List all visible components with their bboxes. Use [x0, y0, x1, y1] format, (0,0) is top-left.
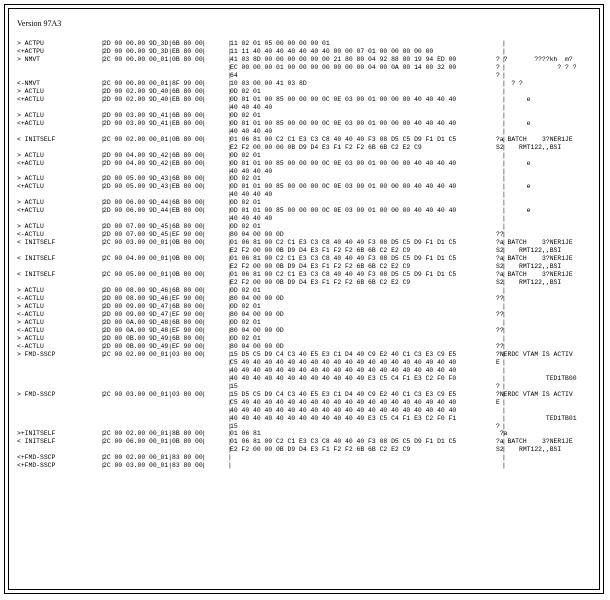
trace-row [17, 263, 601, 271]
ru-bytes: | E2 F2 00 00 00 0B D9 D4 E3 F1 F2 F2 6B 6B C2 E2 C9 | [230, 144, 422, 152]
header-bytes: | 2D 00 0B.00 9D_49|6B 80 00 | [103, 335, 203, 343]
header-bytes: | 2C 00 03.00 00_01|03 80 00 | [103, 391, 203, 399]
header-bytes: | 2D 00 05.00 9D_43|EB 80 00 | [103, 183, 203, 191]
header-bytes: | 2C 00 03.00 00_01|83 80 00 | [103, 462, 203, 470]
trace-row [17, 215, 601, 223]
trace-row [17, 311, 601, 319]
trace-row [17, 415, 601, 423]
ru-bytes: | 0D 01 01 00 85 00 00 00 0C 0E 03 00 01 00 00 00 40 40 40 40 | [230, 96, 456, 104]
header-bytes: | 2D 00 0A.00 9D_48|6B 80 00 | [103, 319, 203, 327]
ru-bytes: | 0D 02 01 | [230, 112, 261, 120]
ru-bytes: | 80 04 00 00 0D | [230, 327, 284, 335]
header-bytes: | 2D 00 08.00 9D_46|EF 90 00 | [103, 295, 203, 303]
header-bytes: | 2D 00 07.00 9D_45|6B 80 00 | [103, 223, 203, 231]
ebcdic-text: ?? [496, 342, 504, 350]
trace-listing [17, 40, 601, 470]
event-name: <+ACTLU [17, 119, 44, 127]
ru-bytes: | 40 40 40 40 | [230, 168, 272, 176]
version-label: Version 97A3 [17, 19, 62, 28]
event-name: > FMD-SSCP [17, 390, 56, 398]
header-bytes: | 2C 00 04.00 00_01|0B 80 00 | [103, 255, 203, 263]
trace-row [17, 247, 601, 255]
ru-bytes: | E2 F2 00 00 0B D9 D4 E3 F1 F2 F2 6B 6B C2 E2 C9 | [230, 446, 410, 454]
ebcdic-text: S2 RMT122,,BSI [496, 279, 562, 287]
event-name: > ACTLU [17, 151, 44, 159]
header-bytes: | 2C 00 02.00 00_01|83 80 00 | [103, 454, 203, 462]
header-bytes: | 2C 00 02.00 00_01|8B 80 00 | [103, 430, 203, 438]
ru-bytes: | 40 40 40 40 | [230, 215, 272, 223]
trace-row [17, 462, 601, 470]
ru-bytes: | 15 D5 C5 D9 C4 C3 40 E5 E3 C1 D4 40 C9 E2 40 C1 C3 E3 C9 E5 | [230, 391, 456, 399]
event-name: >+INITSELF [17, 430, 56, 438]
event-name: > ACTLU [17, 175, 44, 183]
header-bytes: | 2D 00 08.00 9D_46|6B 80 00 | [103, 287, 203, 295]
trace-row [17, 64, 601, 72]
event-name: > ACTLU [17, 111, 44, 119]
trace-row [17, 207, 601, 215]
trace-row [17, 120, 601, 128]
ebcdic-text: S2 RMT122,,BSI [496, 446, 562, 454]
trace-row [17, 375, 601, 383]
trace-row [17, 199, 601, 207]
ru-bytes: | C5 40 40 40 40 40 40 40 40 40 40 40 40 40 40 40 40 40 40 40 | [230, 399, 456, 407]
event-name: <+ACTLU [17, 159, 44, 167]
ru-bytes: | 40 40 40 40 40 40 40 40 40 40 40 40 40 40 40 40 40 40 40 40 | [230, 367, 456, 375]
event-name: > ACTPU [17, 40, 44, 47]
ru-bytes: | 0D 02 01 | [230, 152, 261, 160]
header-bytes: | 2C 00 05.00 00_01|0B 80 00 | [103, 271, 203, 279]
ebcdic-text: ? ? ? ? [496, 63, 577, 71]
ru-bytes: | 11 11 40 40 40 40 40 40 40 00 00 07 01 00 00 00 00 00 | [230, 48, 433, 56]
ru-bytes: | 0D 02 01 | [230, 287, 261, 295]
ebcdic-text: ?? [496, 231, 504, 239]
ru-bytes: | 01 06 81 00 C2 C1 E3 C3 C8 40 40 40 F3 08 D5 C5 D9 F1 D1 C5 | [230, 255, 456, 263]
ebcdic-text: ?a BATCH 3?NER1JE [496, 271, 573, 279]
ebcdic-text: S2 RMT122,,BSI [496, 143, 562, 151]
ru-bytes: | 0D 02 01 | [230, 88, 261, 96]
header-bytes: | 2D 00 09.00 9D_47|6B 80 00 | [103, 303, 203, 311]
ru-bytes: | 40 40 40 40 | [230, 128, 272, 136]
ebcdic-text: ?? [496, 326, 504, 334]
ebcdic-text: ? [496, 71, 500, 79]
ebcdic-text: ?a BATCH 3?NER1JE [496, 135, 573, 143]
header-bytes: | 2D 00 06.00 9D_44|6B 80 00 | [103, 199, 203, 207]
event-name: <-ACTLU [17, 295, 44, 302]
trace-row [17, 287, 601, 295]
event-name: <-ACTLU [17, 231, 44, 239]
header-bytes: | 2C 00 06.00 00_01|0B 80 00 | [103, 438, 203, 446]
ru-bytes: | 80 04 00 00 0D | [230, 311, 284, 319]
ru-bytes: | 0D 02 01 | [230, 335, 261, 343]
trace-row [17, 423, 601, 431]
trace-row [17, 359, 601, 367]
trace-row [17, 152, 601, 160]
event-name: <+FMD-SSCP [17, 454, 56, 462]
trace-row [17, 223, 601, 231]
event-name: > ACTLU [17, 223, 44, 231]
trace-row [17, 454, 601, 462]
event-name: < INITSELF [17, 135, 56, 143]
trace-row [17, 271, 601, 279]
trace-row [17, 351, 601, 359]
header-bytes: | 2D 00 03.00 9D_41|EB 80 00 | [103, 120, 203, 128]
ru-bytes: | 0D 02 01 | [230, 175, 261, 183]
ru-bytes: | 0D 02 01 | [230, 303, 261, 311]
trace-row [17, 175, 601, 183]
event-name: > ACTLU [17, 318, 44, 326]
trace-row [17, 407, 601, 415]
trace-row [17, 168, 601, 176]
ru-bytes: | 15 D5 C5 D9 C4 C3 40 E5 E3 C1 D4 40 C9 E2 40 C1 C3 E3 C9 E5 | [230, 351, 456, 359]
trace-frame [4, 4, 604, 594]
trace-row [17, 96, 601, 104]
ebcdic-text: TED1TB01 [496, 414, 577, 422]
event-name: < INITSELF [17, 239, 56, 247]
ru-bytes: | 01 06 81 | [230, 430, 261, 438]
header-bytes: | 2D 00 03.00 9D_41|6B 80 00 | [103, 112, 203, 120]
trace-row [17, 112, 601, 120]
ru-bytes: | 40 40 40 40 | [230, 191, 272, 199]
ru-bytes: | C5 40 40 40 40 40 40 40 40 40 40 40 40 40 40 40 40 40 40 40 | [230, 359, 456, 367]
event-name: <-ACTLU [17, 342, 44, 350]
header-bytes: | 2D 00 00.00 9D_3D|6B 80 00 | [103, 40, 203, 48]
ru-bytes: | 15 | [230, 383, 238, 391]
header-bytes: | 2D 00 02.00 9D_40|6B 80 00 | [103, 88, 203, 96]
trace-row [17, 72, 601, 80]
ru-bytes: | 01 06 81 00 C2 C1 E3 C3 C8 40 40 40 F3 08 D5 C5 D9 F1 D1 C5 | [230, 271, 456, 279]
ru-bytes: | 10 03 00 00 41 03 8D | [230, 80, 307, 88]
ebcdic-text: S2 RMT122,,BSI [496, 247, 562, 255]
trace-row [17, 231, 601, 239]
trace-row [17, 144, 601, 152]
event-name: < INITSELF [17, 255, 56, 263]
event-name: > FMD-SSCP [17, 350, 56, 358]
ru-bytes: | 01 06 81 00 C2 C1 E3 C3 C8 40 40 40 F3 08 D5 C5 D9 F1 D1 C5 | [230, 239, 456, 247]
ru-bytes: | 40 40 40 40 40 40 40 40 40 40 40 40 40 40 40 40 40 40 40 40 | [230, 407, 456, 415]
ebcdic-text: S2 RMT122,,BSI [496, 263, 562, 271]
trace-row [17, 88, 601, 96]
ebcdic-text: E [496, 398, 500, 406]
trace-row [17, 255, 601, 263]
trace-row [17, 367, 601, 375]
event-name: <+FMD-SSCP [17, 462, 56, 470]
ru-bytes: | 0D 02 01 | [230, 199, 261, 207]
ebcdic-text: ?NERDC VTAM IS ACTIV [496, 390, 573, 398]
header-bytes: | 2D 00 06.00 9D_44|EB 80 00 | [103, 207, 203, 215]
trace-row [17, 303, 601, 311]
trace-row [17, 446, 601, 454]
trace-row [17, 80, 601, 88]
header-bytes: | 2C 00 00.00 00_01|0B 80 00 | [103, 56, 203, 64]
ru-bytes: | 11 02 01 05 00 00 00 00 01 | [230, 40, 330, 48]
event-name: > ACTLU [17, 87, 44, 95]
trace-panel [8, 8, 600, 590]
ebcdic-text: ?NERDC VTAM IS ACTIV [496, 350, 573, 358]
header-bytes: | 2D 00 0B.00 9D_49|EF 90 00 | [103, 343, 203, 351]
ru-bytes: | 41 03 8D 00 00 00 00 00 00 21 80 80 04 92 88 00 19 94 ED 00 | [230, 56, 456, 64]
ru-bytes: | 40 40 40 40 40 40 40 40 40 40 40 40 E3 C5 C4 F1 E3 C2 F0 F0 | [230, 375, 456, 383]
header-bytes: | 2D 00 00.00 9D_3D|EB 80 00 | [103, 48, 203, 56]
trace-row [17, 430, 601, 438]
event-name: > ACTLU [17, 199, 44, 207]
header-bytes: | 2C 00 00.00 00_01|8F 90 00 | [103, 80, 203, 88]
trace-row [17, 391, 601, 399]
ebcdic-text: ? ? [496, 79, 523, 87]
event-name: <-ACTLU [17, 310, 44, 318]
ebcdic-text: e [496, 95, 531, 103]
trace-row [17, 48, 601, 56]
event-name: <+ACTLU [17, 183, 44, 191]
ebcdic-text: E [496, 358, 500, 366]
event-name: < INITSELF [17, 438, 56, 446]
ru-bytes: | E2 F2 00 00 0B D9 D4 E3 F1 F2 F2 6B 6B C2 E2 C9 | [230, 279, 410, 287]
event-name: > ACTLU [17, 287, 44, 295]
trace-row [17, 183, 601, 191]
event-name: <-ACTLU [17, 326, 44, 334]
header-bytes: | 2C 00 03.00 00_01|0B 80 00 | [103, 239, 203, 247]
ebcdic-text: ? ? ????kh m? [496, 55, 573, 63]
trace-row [17, 40, 601, 48]
trace-row [17, 239, 601, 247]
trace-row [17, 295, 601, 303]
ru-bytes: | E2 F2 00 00 0B D9 D4 E3 F1 F2 F2 6B 6B C2 E2 C9 | [230, 247, 410, 255]
ebcdic-text: e [496, 183, 531, 191]
header-bytes: | 2C 00 02.00 00_01|0B 80 00 | [103, 136, 203, 144]
ru-bytes: | 80 04 00 00 0D | [230, 231, 284, 239]
ebcdic-text: e [496, 159, 531, 167]
ebcdic-text: ?? [496, 295, 504, 302]
header-bytes: | 2D 00 09.00 9D_47|EF 90 00 | [103, 311, 203, 319]
header-bytes: | 2D 00 05.00 9D_43|6B 80 00 | [103, 175, 203, 183]
ru-bytes: | 0D 01 01 00 85 00 00 00 0C 0E 03 00 01 00 00 00 40 40 40 40 | [230, 183, 456, 191]
ru-bytes: | EC 00 00 00 01 00 00 00 00 00 00 00 04 00 0A 00 14 00 32 00 | [230, 64, 456, 72]
header-bytes: | 2D 00 0A.00 9D_48|EF 90 00 | [103, 327, 203, 335]
ru-bytes: | 40 40 40 40 40 40 40 40 40 40 40 40 E3 C5 C4 F1 E3 C2 F0 F1 | [230, 415, 456, 423]
header-bytes: | 2D 00 07.00 9D_45|EF 90 00 | [103, 231, 203, 239]
header-bytes: | 2D 00 02.00 9D_40|EB 80 00 | [103, 96, 203, 104]
trace-row [17, 160, 601, 168]
header-bytes: | 2C 00 02.00 00_01|03 80 00 | [103, 351, 203, 359]
ebcdic-text: ? [496, 382, 500, 390]
event-name: > ACTLU [17, 302, 44, 310]
ru-bytes: | 15 | [230, 423, 238, 431]
event-name: <+ACTPU [17, 47, 44, 55]
trace-row [17, 56, 601, 64]
ebcdic-text: ?? [496, 310, 504, 318]
trace-row [17, 343, 601, 351]
trace-row [17, 279, 601, 287]
ru-bytes: | 0D 01 01 00 85 00 00 00 0C 0E 03 00 01 00 00 00 40 40 40 40 | [230, 207, 456, 215]
ebcdic-text: ?a BATCH 3?NER1JE [496, 255, 573, 263]
ebcdic-text: e [496, 207, 531, 215]
ru-bytes: | 0D 01 01 00 85 00 00 00 0C 0E 03 00 01 00 00 00 40 40 40 40 | [230, 160, 456, 168]
trace-row [17, 438, 601, 446]
event-name: <-NMVT [17, 79, 41, 87]
ru-bytes: | 01 06 81 00 C2 C1 E3 C3 C8 40 40 40 F3 08 D5 C5 D9 F1 D1 C5 | [230, 136, 456, 144]
event-name: <+ACTLU [17, 95, 44, 103]
ru-bytes: | 40 40 40 40 | [230, 104, 272, 112]
trace-row [17, 191, 601, 199]
header-bytes: | 2D 00 04.00 9D_42|EB 80 00 | [103, 160, 203, 168]
ebcdic-text: ? [496, 422, 500, 430]
trace-row [17, 335, 601, 343]
ebcdic-text: ?a [496, 430, 508, 438]
event-name: > NMVT [17, 55, 41, 63]
trace-row [17, 327, 601, 335]
trace-row [17, 128, 601, 136]
ru-bytes: | 80 04 00 00 0D | [230, 295, 284, 303]
event-name: < INITSELF [17, 271, 56, 279]
trace-row [17, 104, 601, 112]
ru-bytes: | 0D 02 01 | [230, 319, 261, 327]
ru-bytes: | 80 04 00 00 0D | [230, 343, 284, 351]
ru-bytes: | 0D 01 01 00 85 00 00 00 0C 0E 03 00 01 00 00 00 40 40 40 40 | [230, 120, 456, 128]
ru-bytes: | E2 F2 00 00 0B D9 D4 E3 F1 F2 F2 6B 6B C2 E2 C9 | [230, 263, 410, 271]
event-name: <+ACTLU [17, 207, 44, 215]
header-bytes: | 2D 00 04.00 9D_42|6B 80 00 | [103, 152, 203, 160]
ebcdic-text: ?a BATCH 3?NER1JE [496, 239, 573, 247]
ru-bytes: | 01 06 81 00 C2 C1 E3 C3 C8 40 40 40 F3 08 D5 C5 D9 F1 D1 C5 | [230, 438, 456, 446]
ebcdic-text: ?a BATCH 3?NER1JE [496, 438, 573, 446]
ru-bytes: | 64 | [230, 72, 238, 80]
ebcdic-text: TED1TB00 [496, 374, 577, 382]
trace-row [17, 319, 601, 327]
event-name: > ACTLU [17, 334, 44, 342]
ebcdic-text: e [496, 119, 531, 127]
trace-row [17, 136, 601, 144]
ru-bytes: | 0D 02 01 | [230, 223, 261, 231]
trace-row [17, 383, 601, 391]
trace-row [17, 399, 601, 407]
